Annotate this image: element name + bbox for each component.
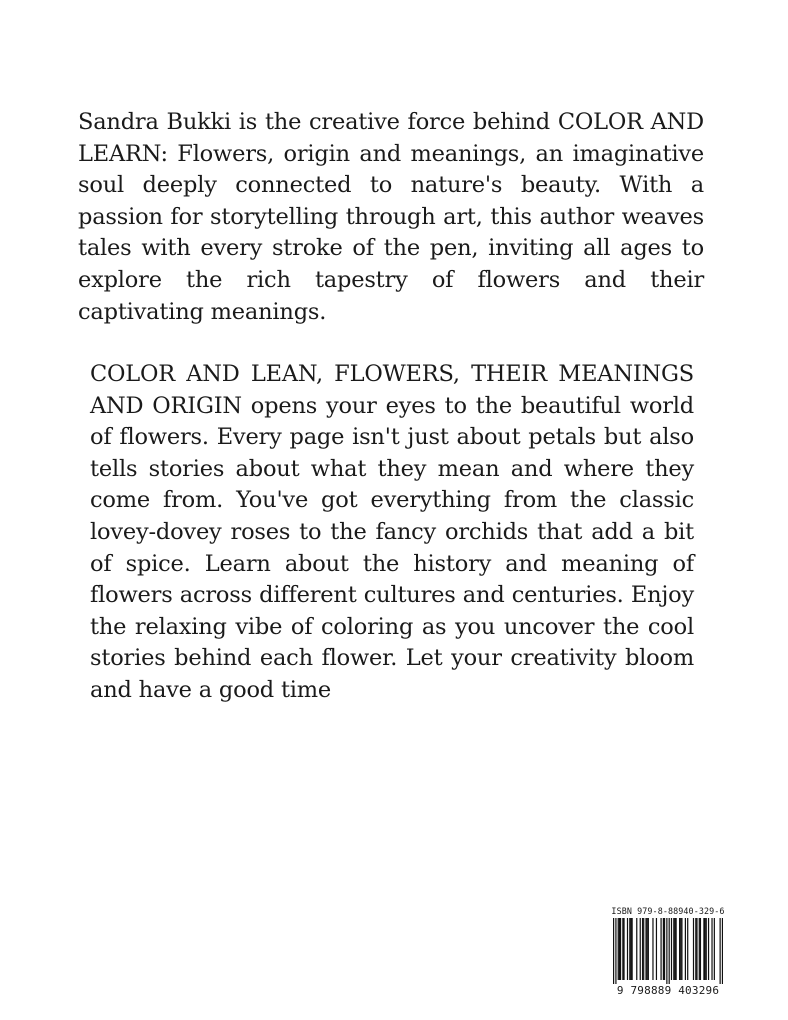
barcode-bar	[656, 918, 657, 980]
isbn-label: ISBN 979-8-88940-329-6	[611, 906, 725, 916]
book-description-paragraph: COLOR AND LEAN, FLOWERS, THEIR MEANINGS AND ORIGIN opens your eyes to the beautiful world of flowers. Every page isn't just about petals but also tells stories about what they mean and where they come from. You've got everything from the classic lovey-dovey roses to the fancy orchids that add a bit of spice. Learn about the history and meaning of flowers across different cultures and centuries. Enjoy the relaxing vibe of coloring as you uncover the cool stories behind each flower. Let your creativity bloom and have a good time	[90, 361, 694, 703]
barcode-bar	[703, 918, 704, 980]
barcode-bar	[630, 918, 631, 980]
barcode-bar	[632, 918, 633, 980]
barcode-bar	[660, 918, 661, 980]
barcode-bar	[679, 918, 680, 980]
barcode-bar	[652, 918, 653, 980]
barcode-bar	[687, 918, 688, 980]
barcode-bar	[642, 918, 643, 980]
barcode-bar	[613, 918, 614, 984]
barcode-bar	[619, 918, 620, 980]
barcode-bar	[669, 918, 670, 984]
barcode-bar	[685, 918, 686, 980]
barcode-bar	[720, 918, 721, 984]
barcode-bar	[700, 918, 701, 980]
barcode-bar	[663, 918, 664, 980]
barcode-bar	[676, 918, 677, 980]
barcode-bar	[629, 918, 630, 980]
barcode-bar	[620, 918, 621, 980]
barcode-bar	[645, 918, 646, 980]
barcode-bar	[704, 918, 705, 980]
barcode-bar	[618, 918, 619, 980]
barcode-bar	[664, 918, 665, 980]
barcode-bar	[722, 918, 723, 984]
barcode-bar	[695, 918, 696, 980]
barcode-bar	[706, 918, 707, 980]
barcode-bar	[627, 918, 628, 980]
barcode-bar	[643, 918, 644, 980]
barcode-bar	[636, 918, 637, 980]
barcode-bar	[673, 918, 674, 980]
barcode-bar	[615, 918, 616, 984]
barcode-bar	[714, 918, 715, 980]
barcode-bars	[613, 918, 723, 984]
author-bio-paragraph: Sandra Bukki is the creative force behind COLOR AND LEARN: Flowers, origin and meanings, an imaginative soul deeply connected to nature's beauty. With a passion for storytelling through art, this author weaves tales with every stroke of the pen, inviting all ages to explore the rich tapestry of flowers and their captivating meanings.	[78, 109, 704, 325]
isbn-barcode	[607, 906, 729, 1000]
barcode-bar	[647, 918, 648, 980]
barcode-bar	[666, 918, 667, 984]
barcode-bar	[674, 918, 675, 980]
barcode-bar	[696, 918, 697, 980]
barcode-bar	[693, 918, 694, 980]
barcode-digits: 9 798889 403296	[616, 984, 720, 997]
barcode-bar	[681, 918, 682, 980]
barcode-bar	[622, 918, 623, 980]
barcode-bar	[640, 918, 641, 980]
barcode-bar	[711, 918, 712, 980]
barcode-bar	[680, 918, 681, 980]
barcode-bar	[671, 918, 672, 980]
barcode-bar	[648, 918, 649, 980]
barcode-bar	[708, 918, 709, 980]
barcode-bar	[699, 918, 700, 980]
barcode-bar	[623, 918, 624, 980]
